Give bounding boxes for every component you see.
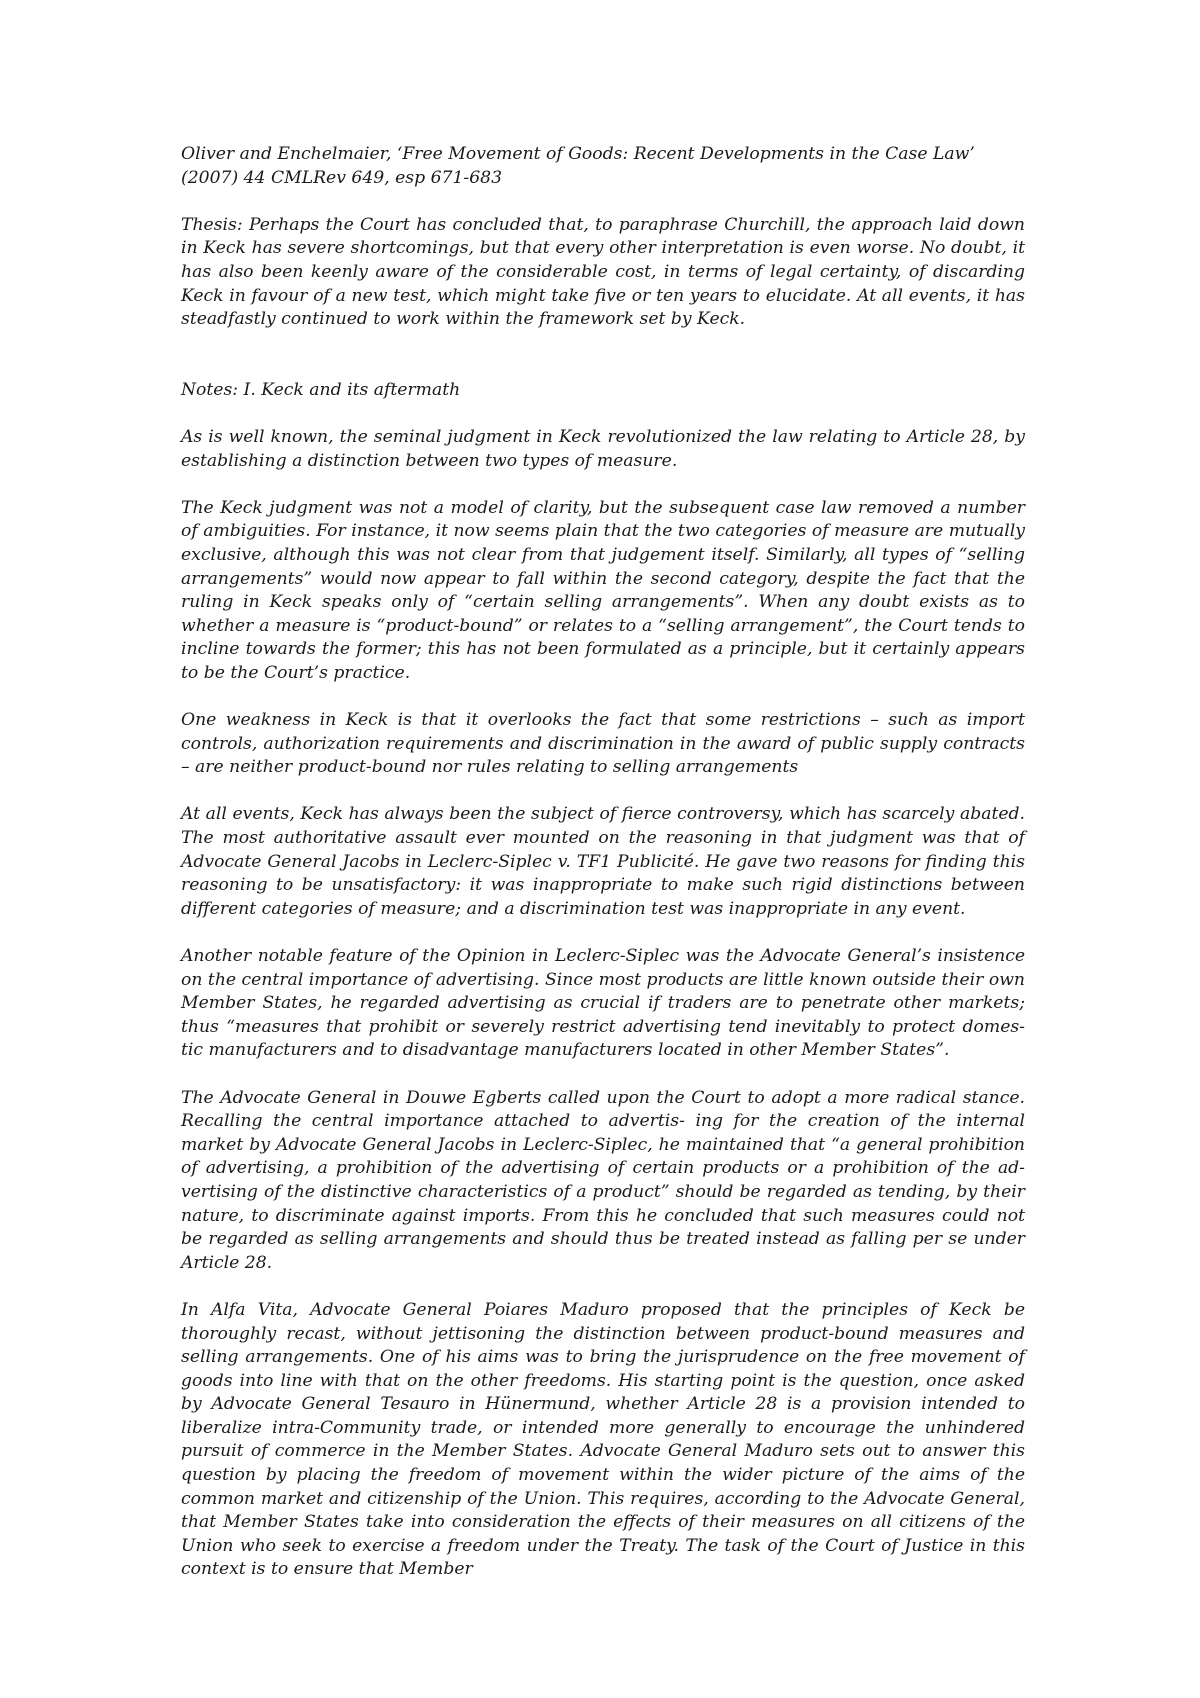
- thesis-paragraph: Thesis: Perhaps the Court has concluded that, to paraphrase Churchill, the approach laid down in Keck has severe shortcomings, but that every other interpretation is even worse. No doubt, it has also been keenly aware of the considerable cost, in terms of legal certainty, of discarding Keck in favour of a new test, which might take five or ten years to elucidate. At all events, it has steadfastly continued to work within the framework set by Keck.: [181, 214, 1025, 330]
- body-paragraph: At all events, Keck has always been the subject of fierce controversy, which has scarcely abated. The most authoritative assault ever mounted on the reasoning in that judgment was that of Advocate General Jacobs in Leclerc-Siplec v. TF1 Publicité. He gave two reasons for finding this reasoning to be unsatisfactory: it was inappropriate to make such rigid distinctions between different categories of measure; and a discrimination test was inappropriate in any event.: [181, 804, 1025, 919]
- body-paragraph: One weakness in Keck is that it overlooks the fact that some restrictions – such as import controls, authorization requirements and discrimination in the award of public supply contracts – are neither product-bound nor rules relating to selling arrangements: [181, 710, 1025, 778]
- notes-heading: Notes: I. Keck and its aftermath: [181, 379, 461, 400]
- body-paragraph: The Keck judgment was not a model of clarity, but the subsequent case law removed a number of ambiguities. For instance, it now seems plain that the two categories of measure are mutually exclusive, although this was not clear from that judgement itself. Similarly, all types of “selling arrangements” would now appear to fall within the second category, despite the fact that the ruling in Keck speaks only of “certain selling arrangements”. When any doubt exists as to whether a measure is “product-bound” or relates to a “selling arrangement”, the Court tends to incline towards the former; this has not been formulated as a principle, but it certainly appears to be the Court’s practice.: [181, 497, 1025, 683]
- body-paragraph: In Alfa Vita, Advocate General Poiares Maduro proposed that the principles of Keck be thoroughly recast, without jettisoning the distinction between product-bound measures and selling arrangements. One of his aims was to bring the jurisprudence on the free movement of goods into line with that on the other freedoms. His starting point is the question, once asked by Advocate General Tesauro in Hünermund, whether Article 28 is a provision intended to liberalize intra-Community trade, or intended more generally to encourage the unhindered pursuit of commerce in the Member States. Advocate General Maduro sets out to answer this question by placing the freedom of movement within the wider picture of the aims of the common market and citizenship of the Union. This requires, according to the Advocate General, that Member States take into consideration the effects of their measures on all citizens of the Union who seek to exercise a freedom under the Treaty. The task of the Court of Justice in this context is to ensure that Member: [181, 1299, 1025, 1580]
- body-paragraph: As is well known, the seminal judgment in Keck revolutionized the law relating to Article 28, by establishing a distinction between two types of measure.: [181, 426, 1025, 471]
- body-paragraph: The Advocate General in Douwe Egberts called upon the Court to adopt a more radical stance. Recalling the central importance attached to advertis- ing for the creation of the internal market by Advocate General Jacobs in Leclerc-Siplec, he maintained that “a general prohibition of advertising, a prohibition of the advertising of certain products or a prohibition of the ad- vertising of the distinctive characteristics of a product” should be regarded as tending, by their nature, to discriminate against imports. From this he concluded that such measures could not be regarded as selling arrangements and should thus be treated instead as falling per se under Article 28.: [181, 1087, 1025, 1273]
- document-body: [181, 143, 1025, 1606]
- citation: Oliver and Enchelmaier, ‘Free Movement of Goods: Recent Developments in the Case Law’ (2007) 44 CMLRev 649, esp 671-683: [181, 144, 975, 188]
- body-paragraph: Another notable feature of the Opinion in Leclerc-Siplec was the Advocate General’s insistence on the central importance of advertising. Since most products are little known outside their own Member States, he regarded advertising as crucial if traders are to penetrate other markets; thus “measures that prohibit or severely restrict advertising tend inevitably to protect domes- tic manufacturers and to disadvantage manufacturers located in other Member States”.: [181, 946, 1025, 1061]
